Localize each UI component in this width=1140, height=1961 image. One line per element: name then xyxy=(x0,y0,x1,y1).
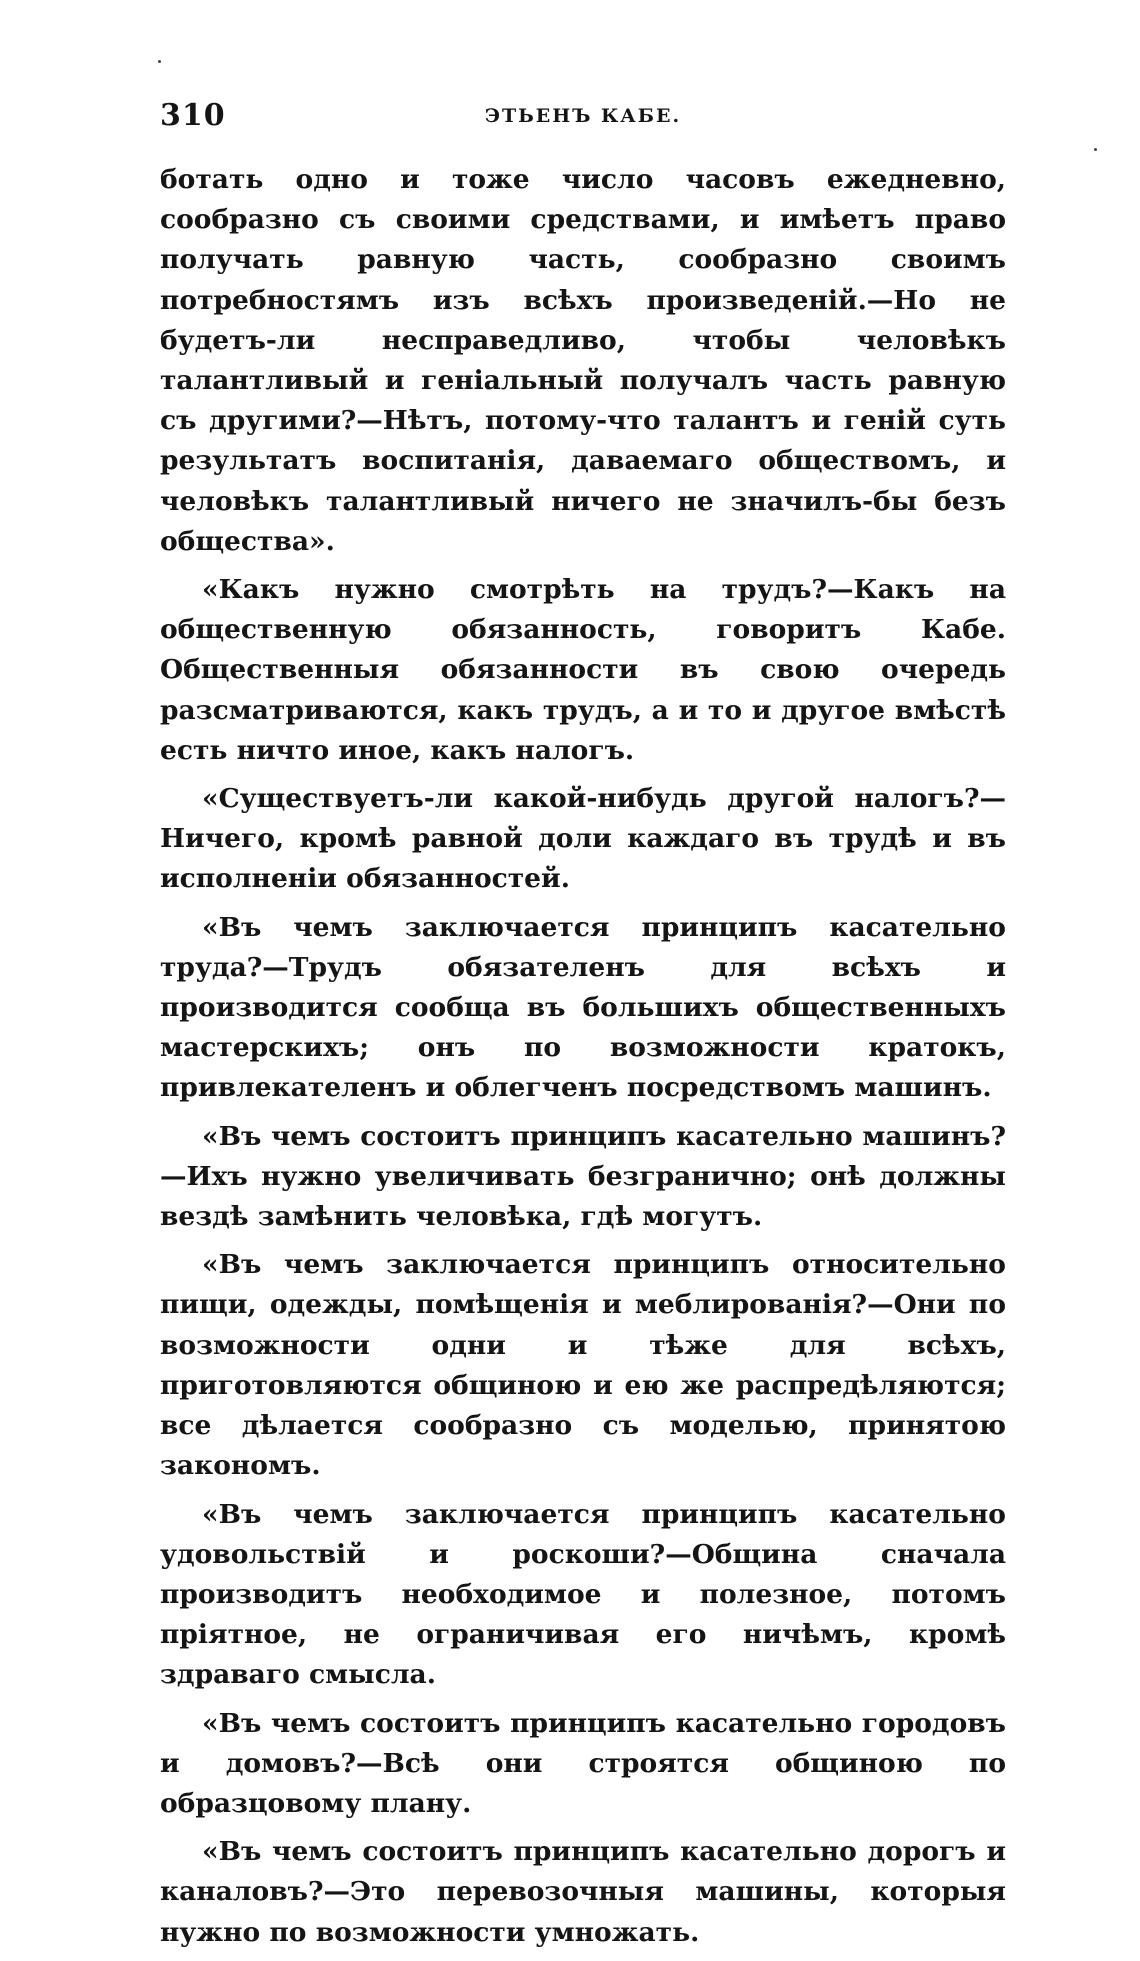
page-header xyxy=(160,98,1006,138)
paragraph-pleasures: «Въ чемъ заключается принципъ касательно удовольствій и роскоши?—Община сначала производитъ необходимое и полезное, потомъ пріятное, не ограничивая его ничѣмъ, кромѣ здраваго смысла. xyxy=(160,1498,1006,1691)
page-number: 310 xyxy=(160,98,226,133)
print-speck xyxy=(1094,148,1097,151)
paragraph-work-principle: «Въ чемъ заключается принципъ касательно труда?—Трудъ обязателенъ для всѣхъ и производится сообща въ большихъ общественныхъ мастерскихъ; онъ по возможности кратокъ, привлекателенъ и облегченъ посредствомъ машинъ. xyxy=(160,911,1006,1104)
paragraph-food-clothing: «Въ чемъ заключается принципъ относительно пищи, одежды, помѣщенія и меблированія?—Они по возможности одни и тѣже для всѣхъ, приготовляются общиною и ею же распредѣляются; все дѣлается сообразно съ моделью, принятою закономъ. xyxy=(160,1249,1006,1482)
paragraph-labor: «Какъ нужно смотрѣть на трудъ?—Какъ на общественную обязанность, говоритъ Кабе. Общественныя обязанности въ свою очередь разсматриваются, какъ трудъ, а и то и другое вмѣстѣ есть ничто иное, какъ налогъ. xyxy=(160,574,1006,766)
paragraph-cities: «Въ чемъ состоитъ принципъ касательно городовъ и домовъ?—Всѣ они строятся общиною по образцовому плану. xyxy=(160,1707,1006,1819)
paragraph-tax: «Существуетъ-ли какой-нибудь другой налогъ?—Ничего, кромѣ равной доли каждаго въ трудѣ и въ исполненіи обязанностей. xyxy=(160,783,1006,895)
paragraph-continuation: ботать одно и тоже число часовъ ежедневно, сообразно съ своими средствами, и имѣетъ право получать равную часть, сообразно своимъ потребностямъ изъ всѣхъ произведеній.—Но не будетъ-ли несправедливо, чтобы человѣкъ талантливый и геніальный получалъ часть равную съ другими?—Нѣтъ, потому-что талантъ и геній суть результатъ воспитанія, даваемаго обществомъ, и человѣкъ талантливый ничего не значилъ-бы безъ общества». xyxy=(160,164,1006,557)
running-title: ЭТЬЕНЪ КАБЕ. xyxy=(484,105,682,127)
paragraph-machines: «Въ чемъ состоитъ принципъ касательно машинъ?—Ихъ нужно увеличивать безгранично; онѣ должны вездѣ замѣнить человѣка, гдѣ могутъ. xyxy=(160,1120,1006,1233)
print-speck xyxy=(158,60,161,63)
body-text xyxy=(160,160,1006,1961)
paragraph-roads: «Въ чемъ состоитъ принципъ касательно дорогъ и каналовъ?—Это перевозочныя машины, которыя нужно по возможности умножать. xyxy=(160,1836,1006,1948)
